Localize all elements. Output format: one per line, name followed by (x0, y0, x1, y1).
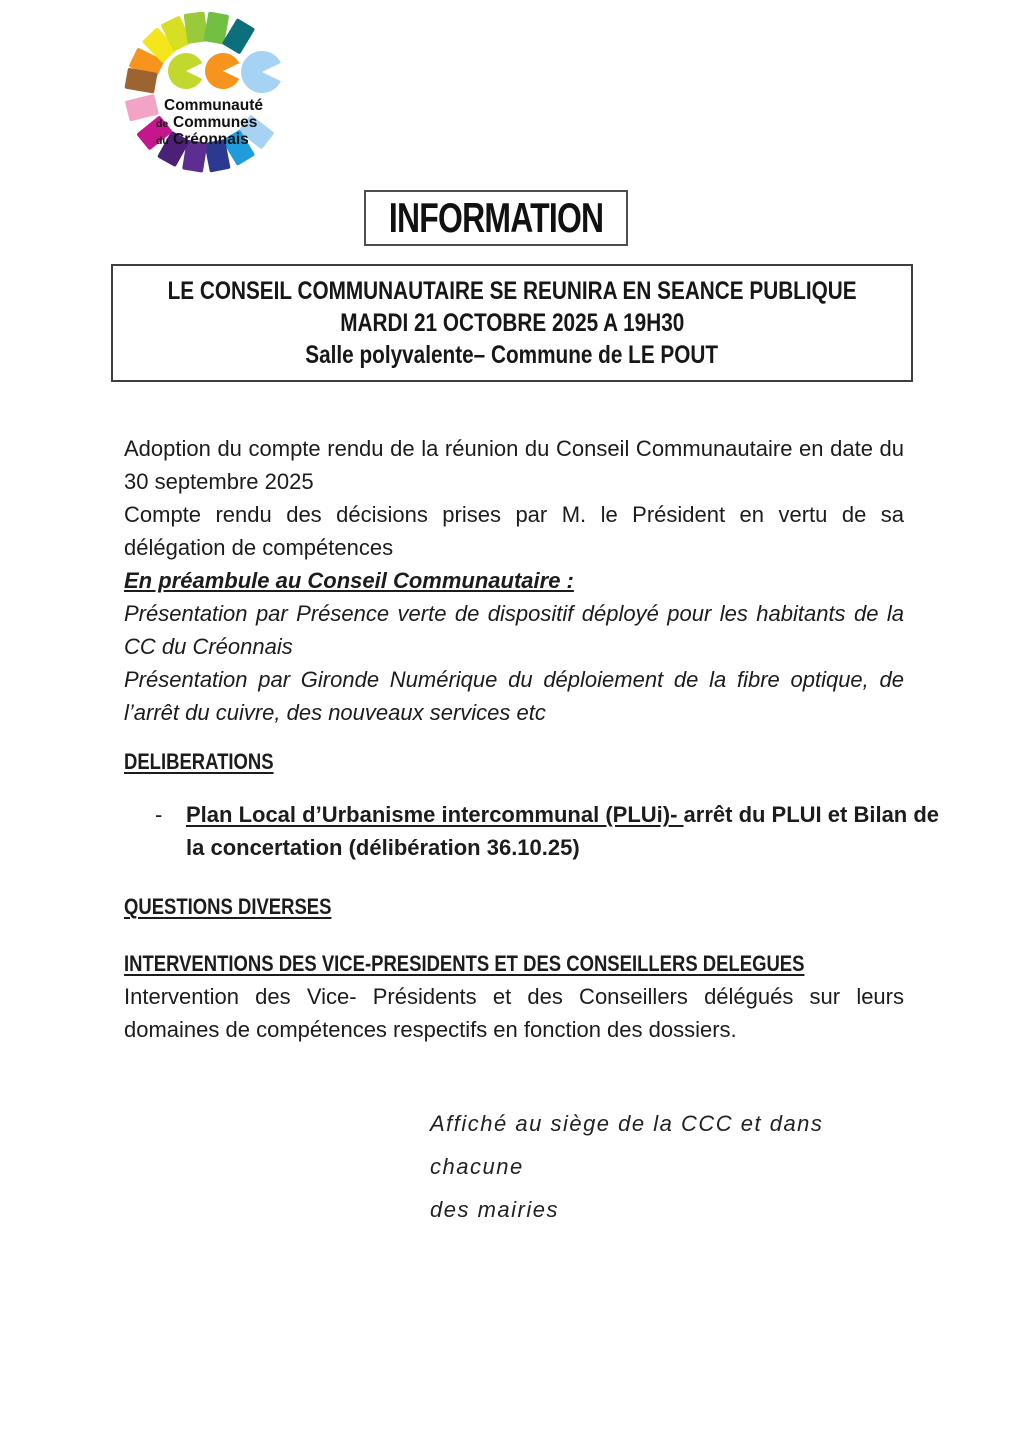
preamble-paragraph-2: Présentation par Gironde Numérique du déploiement de la fibre optique, de l’arrêt du cuivre, des nouveaux services etc (124, 667, 904, 725)
paragraph-compte-rendu: Compte rendu des décisions prises par M. le Président en vertu de sa délégation de compétences (124, 502, 904, 560)
logo-wordmark-small: de (156, 118, 169, 130)
notice-line-1: LE CONSEIL COMMUNAUTAIRE SE REUNIRA EN SEANCE PUBLIQUE (167, 277, 857, 305)
meeting-notice-box (111, 264, 913, 382)
c-orange-icon (205, 53, 239, 89)
paragraph-adoption: Adoption du compte rendu de la réunion du Conseil Communautaire en date du 30 septembre 2025 (124, 436, 904, 494)
information-title-box (364, 190, 628, 246)
notice-line-2: MARDI 21 OCTOBRE 2025 A 19H30 (339, 309, 685, 337)
notice-line-3: Salle polyvalente– Commune de LE POUT (305, 341, 719, 369)
logo-wordmark: Communauté (164, 97, 264, 114)
page-title: INFORMATION (388, 194, 604, 241)
preamble-heading: En préambule au Conseil Communautaire : (124, 568, 574, 593)
preamble-paragraph-1: Présentation par Présence verte de dispositif déployé pour les habitants de la CC du Créonnais (124, 601, 904, 659)
deliberation-item-text (186, 798, 939, 864)
interventions-heading: INTERVENTIONS DES VICE-PRESIDENTS ET DES CONSEILLERS DELEGUES (124, 951, 805, 976)
logo-ring-block-icon (125, 94, 159, 122)
logo-wordmark-small: du (156, 135, 169, 147)
ccc-logo-svg (120, 12, 290, 176)
deliberation-item-line-1: Plan Local d’Urbanisme intercommunal (PLUi)- arrêt du PLUI et Bilan de (186, 802, 940, 827)
c-lime-icon (168, 53, 202, 89)
questions-diverses-heading: QUESTIONS DIVERSES (124, 894, 332, 919)
agenda-body (124, 432, 940, 1046)
posting-note-line-1: Affiché au siège de la CCC et dans chacune (430, 1111, 824, 1179)
posting-note (430, 1102, 904, 1231)
deliberations-heading: DELIBERATIONS (124, 749, 274, 774)
c-lightblue-icon (241, 51, 281, 93)
posting-note-line-2: des mairies (430, 1197, 559, 1222)
bullet-dash: - (155, 802, 163, 827)
interventions-paragraph: Intervention des Vice- Présidents et des Conseillers délégués sur leurs domaines de compétences respectifs en fonction des dossiers. (124, 984, 904, 1042)
logo-wordmark: Créonnais (173, 131, 249, 148)
deliberation-item-line-2: la concertation (délibération 36.10.25) (186, 835, 580, 860)
logo-wordmark: Communes (173, 114, 258, 131)
deliberation-item (124, 798, 940, 864)
ccc-logo (120, 12, 290, 176)
